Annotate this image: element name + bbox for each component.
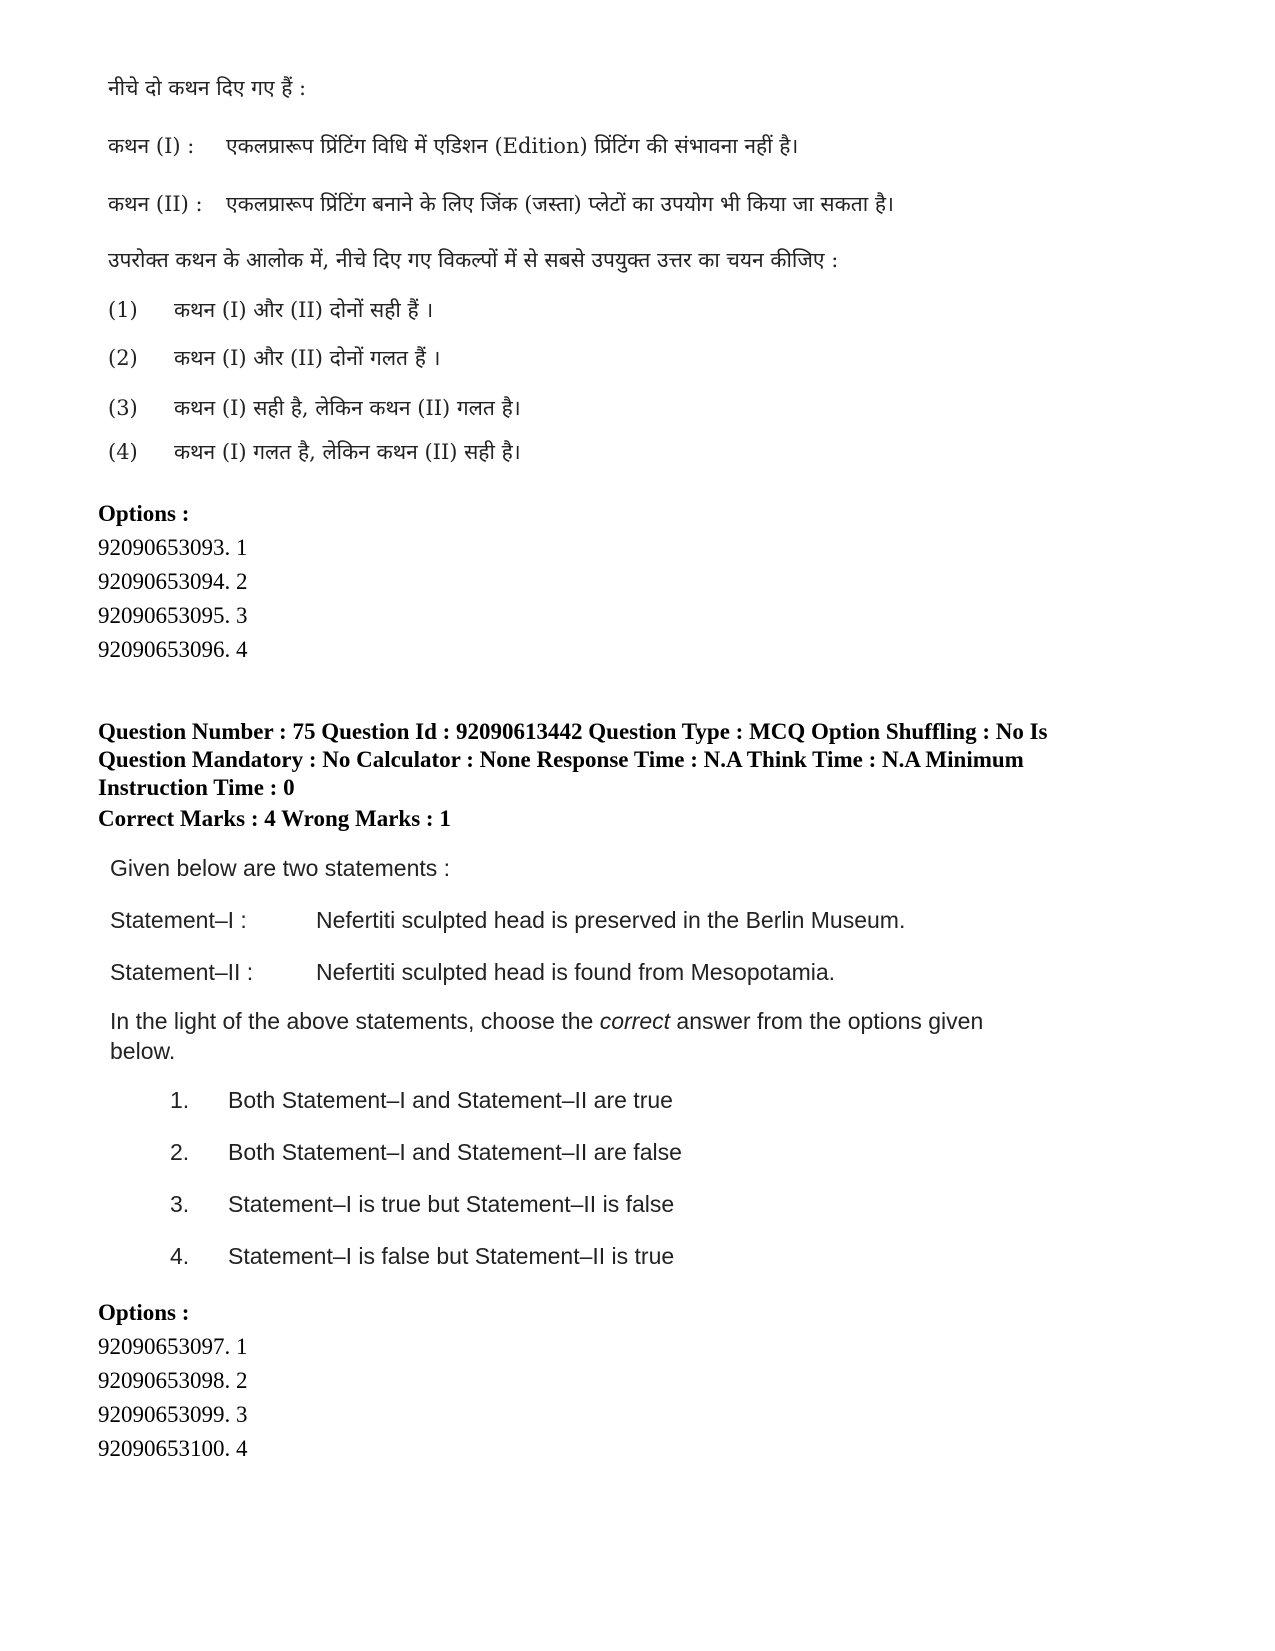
english-choice-number: 4. <box>170 1243 190 1269</box>
english-choice <box>170 1243 674 1270</box>
option-item: 92090653093. 1 <box>98 535 248 560</box>
english-statement-2-label: Statement–II : <box>110 959 254 985</box>
english-choice <box>170 1087 673 1114</box>
options-list-2 <box>98 1296 248 1466</box>
english-instruction-post: answer from the options given below. <box>110 1008 984 1064</box>
option-item: 92090653094. 2 <box>98 569 248 594</box>
hindi-choice-number: (1) <box>108 298 138 322</box>
english-statement-1-text: Nefertiti sculpted head is preserved in the Berlin Museum. <box>316 907 906 933</box>
english-choice-text: Statement–I is true but Statement–II is false <box>228 1191 675 1217</box>
english-instruction <box>110 1006 1010 1066</box>
english-statement-2 <box>110 959 835 986</box>
hindi-choice-text: कथन (I) सही है, लेकिन कथन (II) गलत है। <box>174 396 521 420</box>
hindi-choice <box>108 344 440 372</box>
option-item: 92090653098. 2 <box>98 1368 248 1393</box>
hindi-statement-2-label: कथन (II) : <box>108 192 203 216</box>
option-item: 92090653100. 4 <box>98 1436 248 1461</box>
options-list-1 <box>98 497 248 667</box>
hindi-statement-2 <box>108 190 894 218</box>
option-item: 92090653099. 3 <box>98 1402 248 1427</box>
english-choice-number: 3. <box>170 1191 190 1217</box>
options-heading: Options : <box>98 501 190 526</box>
question-meta <box>98 718 1218 802</box>
hindi-choice-number: (4) <box>108 440 138 464</box>
hindi-choice-text: कथन (I) और (II) दोनों गलत हैं । <box>174 346 441 370</box>
hindi-choice-number: (2) <box>108 346 138 370</box>
english-intro: Given below are two statements : <box>110 855 451 881</box>
hindi-choice <box>108 296 433 324</box>
hindi-statement-1-text: एकलप्रारूप प्रिंटिंग विधि में एडिशन (Edition) प्रिंटिंग की संभावना नहीं है। <box>226 134 799 158</box>
english-choice-text: Both Statement–I and Statement–II are true <box>228 1087 673 1113</box>
options-heading: Options : <box>98 1300 190 1325</box>
english-choice-text: Both Statement–I and Statement–II are false <box>228 1139 682 1165</box>
english-statement-2-text: Nefertiti sculpted head is found from Mesopotamia. <box>316 959 836 985</box>
hindi-statement-2-text: एकलप्रारूप प्रिंटिंग बनाने के लिए जिंक (जस्ता) प्लेटों का उपयोग भी किया जा सकता है। <box>226 192 894 216</box>
option-item: 92090653097. 1 <box>98 1334 248 1359</box>
option-item: 92090653095. 3 <box>98 603 248 628</box>
hindi-instruction: उपरोक्त कथन के आलोक में, नीचे दिए गए विकल्पों में से सबसे उपयुक्त उत्तर का चयन कीजिए : <box>108 248 839 272</box>
english-statement-1 <box>110 907 905 934</box>
question-meta-line-1: Question Number : 75 Question Id : 92090613442 Question Type : MCQ Option Shuffling : No Is <box>98 719 1048 744</box>
hindi-choice-text: कथन (I) और (II) दोनों सही हैं । <box>174 298 434 322</box>
english-choice-number: 2. <box>170 1139 190 1165</box>
hindi-intro: नीचे दो कथन दिए गए हैं : <box>108 76 307 100</box>
english-statement-1-label: Statement–I : <box>110 907 247 933</box>
hindi-statement-1-label: कथन (I) : <box>108 134 195 158</box>
english-instruction-emphasis: correct <box>599 1008 671 1034</box>
english-choice-number: 1. <box>170 1087 190 1113</box>
english-choice <box>170 1139 682 1166</box>
english-choice-text: Statement–I is false but Statement–II is true <box>228 1243 675 1269</box>
question-marks: Correct Marks : 4 Wrong Marks : 1 <box>98 806 451 831</box>
hindi-choice-number: (3) <box>108 396 138 420</box>
hindi-choice-text: कथन (I) गलत है, लेकिन कथन (II) सही है। <box>174 440 521 464</box>
english-instruction-pre: In the light of the above statements, choose the <box>110 1008 600 1034</box>
question-meta-line-2: Question Mandatory : No Calculator : None Response Time : N.A Think Time : N.A Minimum <box>98 747 1024 772</box>
option-item: 92090653096. 4 <box>98 637 248 662</box>
english-choice <box>170 1191 674 1218</box>
hindi-statement-1 <box>108 132 798 160</box>
hindi-choice <box>108 438 521 466</box>
hindi-choice <box>108 394 521 422</box>
question-meta-line-3: Instruction Time : 0 <box>98 775 295 800</box>
